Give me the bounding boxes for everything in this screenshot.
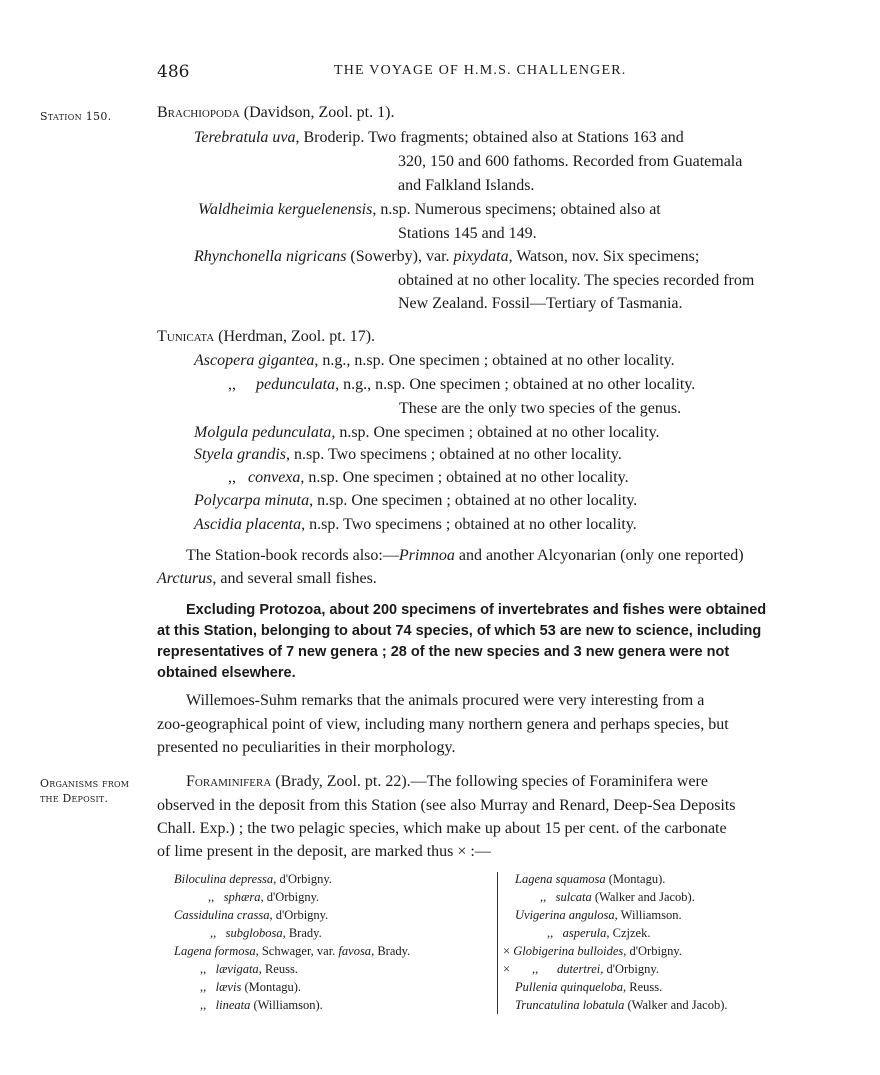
species-note: , n.g., n.sp. One specimen ; obtained at no other locality. — [335, 376, 696, 393]
brachiopoda-ref: (Davidson, Zool. pt. 1). — [239, 104, 395, 121]
species-name: Polycarpa minuta — [194, 492, 310, 509]
species-note: , n.sp. One specimen ; obtained at no other locality. — [331, 424, 660, 441]
species-line — [194, 492, 637, 510]
species-line — [194, 248, 699, 266]
ditto-mark: ,, — [228, 469, 236, 486]
species-name: Globigerina bulloides — [513, 944, 624, 958]
species-note: (Montagu). — [241, 980, 302, 994]
paragraph-line: Willemoes-Suhm remarks that the animals procured were very interesting from a — [186, 692, 705, 709]
species-note: , n.sp. One specimen ; obtained at no other locality. — [309, 492, 638, 509]
species-name: lineata — [215, 998, 251, 1012]
species-note: , Brady. — [282, 926, 322, 940]
species-note: , d'Orbigny. — [600, 962, 659, 976]
species-name: Pullenia quinqueloba — [515, 980, 623, 994]
species-note: , Reuss. — [622, 980, 663, 994]
species-line — [228, 469, 629, 487]
species-name: Uvigerina angulosa — [515, 908, 615, 922]
species-name: Rhynchonella nigricans — [194, 248, 347, 265]
continuation-line: obtained at no other locality. The species recorded from — [398, 272, 755, 289]
foraminifera-title: Foraminifera — [186, 773, 272, 790]
foram-right-item — [515, 872, 665, 887]
text-run: , and several small fishes. — [212, 570, 377, 587]
foram-right-item — [503, 962, 659, 977]
species-note: , Schwager, var. — [255, 944, 339, 958]
species-note: (Sowerby), var. — [346, 248, 454, 265]
foram-left-item — [200, 998, 323, 1013]
summary-line: Excluding Protozoa, about 200 specimens of invertebrates and fishes were obtained — [186, 602, 767, 618]
species-name: subglobosa — [225, 926, 283, 940]
organisms-label — [40, 776, 129, 806]
species-name: sulcata — [555, 890, 592, 904]
species-line — [194, 446, 622, 464]
species-note: , Watson, nov. Six specimens; — [508, 248, 700, 265]
station-book-line — [157, 570, 377, 588]
ditto-mark: ,, — [200, 980, 207, 994]
species-name: pedunculata — [256, 376, 336, 393]
pelagic-mark: × — [503, 944, 511, 958]
ditto-mark: ,, — [208, 890, 215, 904]
column-divider — [497, 872, 498, 1014]
paragraph-line: presented no peculiarities in their morphology. — [157, 739, 456, 756]
species-note: , n.sp. Two specimens ; obtained at no other locality. — [286, 446, 622, 463]
species-name: Ascidia placenta — [194, 516, 302, 533]
species-name: Cassidulina crassa — [174, 908, 270, 922]
foram-right-item — [503, 944, 682, 959]
species-name: Lagena squamosa — [515, 872, 606, 886]
species-name: Waldheimia kerguelenensis — [198, 201, 373, 218]
species-line — [194, 424, 660, 442]
foram-left-item — [200, 980, 301, 995]
species-name: Terebratula uva — [194, 129, 296, 146]
ditto-mark: ,, — [210, 926, 217, 940]
pelagic-mark: × — [503, 962, 511, 976]
summary-line: representatives of 7 new genera ; 28 of the new species and 3 new genera were not — [157, 644, 730, 660]
species-name: Biloculina depressa — [174, 872, 274, 886]
page-number: 486 — [157, 62, 190, 82]
species-name: dutertrei — [556, 962, 601, 976]
variety-name: favosa — [338, 944, 372, 958]
species-note: , Czjzek. — [606, 926, 651, 940]
foram-left-item — [174, 908, 328, 923]
species-note: , d'Orbigny. — [269, 908, 329, 922]
continuation-line: 320, 150 and 600 fathoms. Recorded from Guatemala — [398, 153, 743, 170]
species-name: Arcturus — [157, 570, 213, 587]
species-name: Lagena formosa — [174, 944, 256, 958]
species-name: sphæra — [223, 890, 261, 904]
continuation-line: Stations 145 and 149. — [398, 225, 537, 242]
species-note: (Montagu). — [605, 872, 666, 886]
foram-left-item — [210, 926, 322, 941]
species-note: , n.g., n.sp. One specimen ; obtained at no other locality. — [314, 352, 675, 369]
ditto-mark: ,, — [547, 926, 554, 940]
foram-right-item — [515, 998, 728, 1013]
variety-name: pixydata — [453, 248, 509, 265]
text-run: The Station-book records also:— — [186, 547, 399, 564]
species-name: lævis — [215, 980, 242, 994]
species-note: , n.sp. Numerous specimens; obtained also at — [372, 201, 661, 218]
species-note: , n.sp. Two specimens ; obtained at no other locality. — [301, 516, 637, 533]
species-line — [194, 352, 675, 370]
species-note: (Walker and Jacob). — [591, 890, 695, 904]
species-note: , d'Orbigny. — [260, 890, 320, 904]
species-note: , n.sp. One specimen ; obtained at no other locality. — [300, 469, 629, 486]
species-note: , d'Orbigny. — [623, 944, 682, 958]
foraminifera-line: observed in the deposit from this Station (see also Murray and Renard, Deep-Sea Deposits — [157, 797, 736, 814]
species-line — [198, 201, 661, 219]
species-name: Truncatulina lobatula — [515, 998, 625, 1012]
brachiopoda-title: Brachiopoda — [157, 104, 240, 121]
foram-left-item — [174, 872, 332, 887]
summary-line: at this Station, belonging to about 74 species, of which 53 are new to science, including — [157, 623, 762, 639]
summary-line: obtained elsewhere. — [157, 665, 296, 681]
species-name: lævigata — [215, 962, 259, 976]
text-run: (Brady, Zool. pt. 22).—The following species of Foraminifera were — [271, 773, 708, 790]
organisms-label-line: the Deposit. — [40, 792, 109, 805]
foram-left-item — [174, 944, 410, 959]
foram-left-item — [208, 890, 319, 905]
brachiopoda-heading — [157, 104, 394, 122]
foram-right-item — [540, 890, 695, 905]
continuation-line: New Zealand. Fossil—Tertiary of Tasmania. — [398, 295, 683, 312]
species-note: , Williamson. — [614, 908, 682, 922]
species-note: (Walker and Jacob). — [624, 998, 728, 1012]
foram-right-item — [515, 908, 682, 923]
continuation-line: and Falkland Islands. — [398, 177, 535, 194]
station-book-line — [186, 547, 744, 565]
foraminifera-line — [186, 773, 708, 791]
tunicata-heading — [157, 328, 375, 346]
species-line — [228, 376, 695, 394]
species-line — [194, 129, 684, 147]
ditto-mark: ,, — [228, 376, 236, 393]
foram-right-item — [515, 980, 662, 995]
species-name: Styela grandis — [194, 446, 286, 463]
organisms-label-line: Organisms from — [40, 777, 130, 790]
species-note: , Reuss. — [258, 962, 298, 976]
species-note: , Brady. — [371, 944, 411, 958]
species-name: convexa — [248, 469, 301, 486]
species-line — [194, 516, 637, 534]
foram-left-item — [200, 962, 298, 977]
foram-right-item — [547, 926, 650, 941]
foraminifera-line: of lime present in the deposit, are marked thus × :— — [157, 843, 491, 860]
station-label: Station 150. — [40, 110, 112, 123]
ditto-mark: ,, — [540, 890, 547, 904]
species-name: Primnoa — [398, 547, 455, 564]
species-note: (Williamson). — [250, 998, 323, 1012]
species-note: , Broderip. Two fragments; obtained also at Stations 163 and — [295, 129, 684, 146]
paragraph-line: zoo-geographical point of view, including many northern genera and perhaps species, but — [157, 716, 729, 733]
tunicata-title: Tunicata — [157, 328, 215, 345]
ditto-mark: ,, — [200, 962, 207, 976]
ditto-mark: ,, — [531, 962, 539, 976]
foraminifera-line: Chall. Exp.) ; the two pelagic species, which make up about 15 per cent. of the carbonate — [157, 820, 727, 837]
species-name: Molgula pedunculata — [194, 424, 332, 441]
species-name: asperula — [562, 926, 607, 940]
species-note: , d'Orbigny. — [273, 872, 332, 886]
tunicata-ref: (Herdman, Zool. pt. 17). — [214, 328, 376, 345]
continuation-line: These are the only two species of the genus. — [399, 400, 682, 417]
running-title: THE VOYAGE OF H.M.S. CHALLENGER. — [334, 63, 627, 78]
text-run: and another Alcyonarian (only one reported) — [454, 547, 744, 564]
species-name: Ascopera gigantea — [194, 352, 315, 369]
ditto-mark: ,, — [200, 998, 207, 1012]
